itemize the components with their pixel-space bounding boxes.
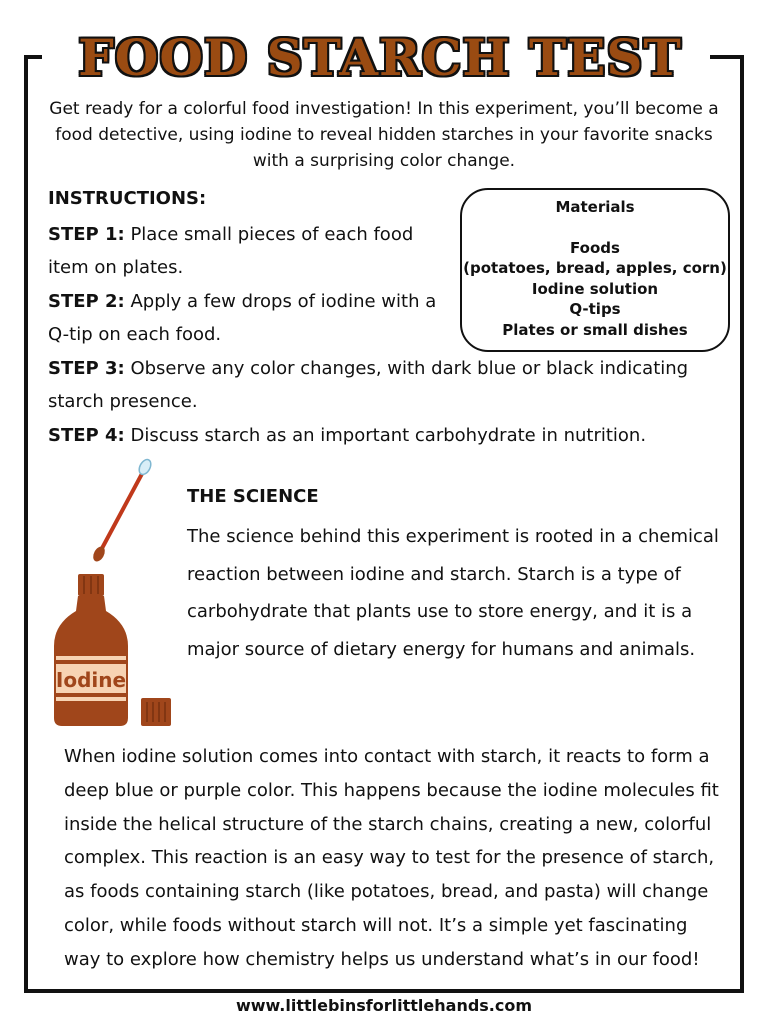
step-3 <box>48 352 708 418</box>
step-4-label: STEP 4: <box>48 425 125 446</box>
dropper-icon <box>91 458 153 564</box>
frame-top-right-segment <box>708 55 744 59</box>
science-heading: THE SCIENCE <box>187 486 319 507</box>
materials-item-iodine: Iodine solution <box>531 279 659 298</box>
materials-title: Materials <box>555 198 635 216</box>
iodine-label: Iodine <box>55 668 127 692</box>
step-4-text: Discuss starch as an important carbohydrate in nutrition. <box>124 425 647 446</box>
step-2 <box>48 285 453 351</box>
step-3-label: STEP 3: <box>48 358 125 379</box>
step-3-text: Observe any color changes, with dark blue or black indicating starch presence. <box>48 358 689 412</box>
instructions-heading: INSTRUCTIONS: <box>48 188 207 209</box>
materials-item-qtips: Q-tips <box>569 300 621 318</box>
materials-item-plates: Plates or small dishes <box>502 320 688 339</box>
materials-box <box>460 188 730 352</box>
frame-top-left-segment <box>24 55 42 59</box>
step-1-label: STEP 1: <box>48 224 125 245</box>
iodine-bottle-illustration <box>48 456 178 731</box>
step-2-label: STEP 2: <box>48 291 125 312</box>
step-2-text: Apply a few drops of iodine with a Q-tip on each food. <box>48 291 437 345</box>
materials-item-foods: Foods <box>570 238 620 257</box>
intro-paragraph: Get ready for a colorful food investigation! In this experiment, you’ll become a food detective, using iodine to reveal hidden starches in your favorite snacks with a surprising color change. <box>49 99 719 171</box>
science-paragraph: The science behind this experiment is rooted in a chemical reaction between iodine and starch. Starch is a type of carbohydrate that plants use to store energy, and it is a major source of dietary energy for humans and animals. <box>187 526 719 660</box>
iodine-bottle-icon <box>54 574 128 726</box>
page-title: FOOD STARCH TEST <box>50 28 710 88</box>
footer-url[interactable]: www.littlebinsforlittlehands.com <box>235 996 533 1015</box>
step-1-text: Place small pieces of each food item on plates. <box>48 224 414 278</box>
bottle-cap-icon <box>141 698 171 726</box>
step-1 <box>48 218 453 284</box>
explanation-paragraph: When iodine solution comes into contact with starch, it reacts to form a deep blue or purple color. This happens because the iodine molecules fit inside the helical structure of the starch chains, creating a new, colorful complex. This reaction is an easy way to test for the presence of starch, as foods containing starch (like potatoes, bread, and pasta) will change color, while foods without starch will not. It’s a simple yet fascinating way to explore how chemistry helps us understand what’s in our food! <box>64 746 719 970</box>
step-4 <box>48 419 708 452</box>
materials-item-foods-examples: (potatoes, bread, apples, corn) <box>463 259 727 277</box>
